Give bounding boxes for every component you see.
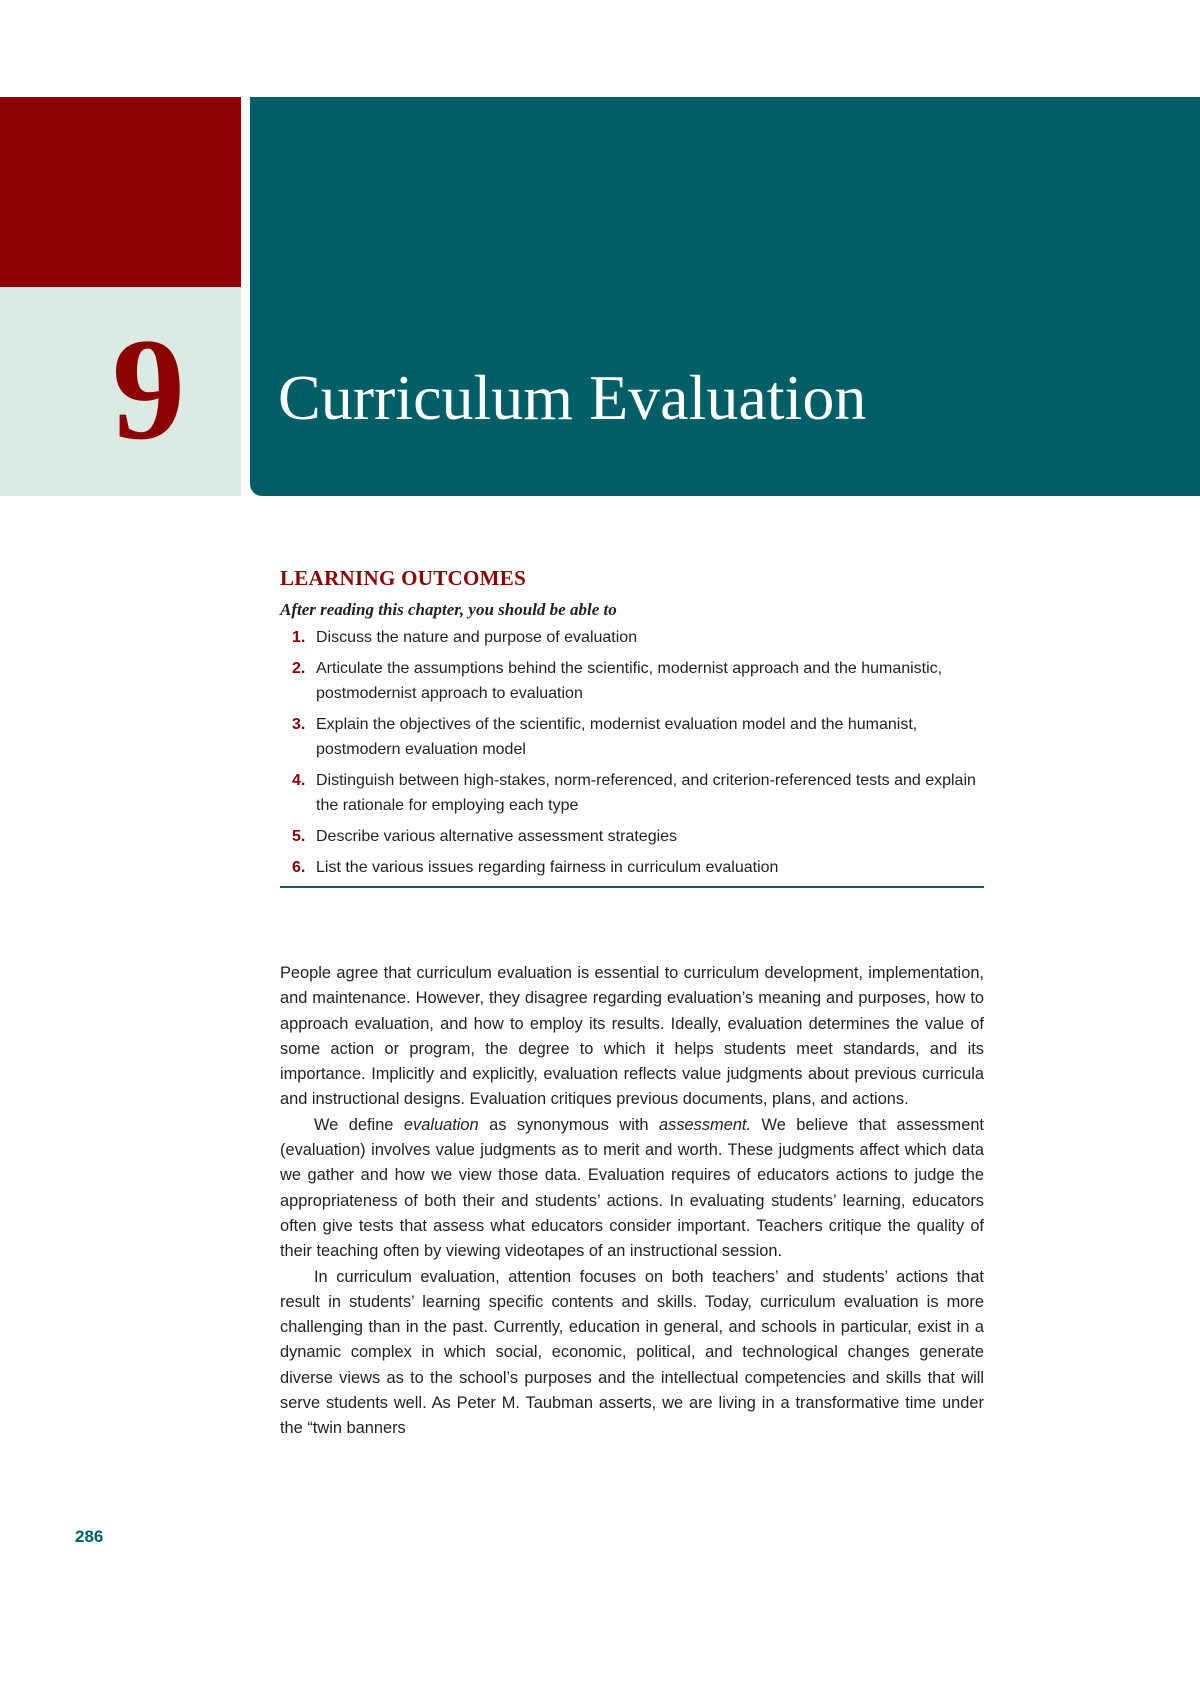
outcome-text: Discuss the nature and purpose of evaluation bbox=[316, 629, 638, 646]
chapter-banner-teal-block bbox=[250, 97, 1200, 496]
outcome-number: 4. bbox=[292, 772, 306, 789]
body-text-run: We believe that assessment (evaluation) involves value judgments as to merit and worth. These judgments affect which data we gather and how we view those data. Evaluation requires of educators actions to judge the appropriateness of both their and students’ actions. In evaluating students’ learning, educators often give tests that assess what educators consider important. Teachers critique the quality of their teaching often by viewing videotapes of an instructional session. bbox=[280, 1115, 984, 1261]
outcome-number: 3. bbox=[292, 716, 306, 733]
body-text-run: We define bbox=[314, 1115, 404, 1134]
emphasized-term: evaluation bbox=[403, 1115, 479, 1134]
body-paragraph bbox=[280, 1113, 984, 1265]
emphasized-term: assessment. bbox=[659, 1115, 752, 1134]
learning-outcomes-rule bbox=[280, 886, 984, 888]
chapter-title: Curriculum Evaluation bbox=[278, 362, 867, 433]
learning-outcomes-heading: LEARNING OUTCOMES bbox=[280, 566, 527, 590]
body-paragraph: In curriculum evaluation, attention focuses on both teachers’ and students’ actions that result in students’ learning specific contents and skills. Today, curriculum evaluation is more challenging than in the past. Currently, education in general, and schools in particular, exist in a dynamic complex in which social, economic, political, and technological changes generate diverse views as to the school’s purposes and the intellectual competencies and skills that will serve students well. As Peter M. Taubman asserts, we are living in a transformative time under the “twin banners bbox=[280, 1267, 984, 1438]
learning-outcomes-box bbox=[280, 565, 984, 888]
outcome-text: Explain the objectives of the scientific, modernist evaluation model and the humanist, postmodern evaluation model bbox=[316, 716, 918, 758]
body-text-run: as synonymous with bbox=[478, 1115, 660, 1134]
learning-outcome-item bbox=[280, 712, 984, 762]
learning-outcome-item bbox=[280, 768, 984, 818]
chapter-number: 9 bbox=[112, 308, 185, 470]
learning-outcome-item bbox=[280, 824, 984, 849]
page-number: 286 bbox=[75, 1527, 104, 1546]
outcome-number: 5. bbox=[292, 828, 306, 845]
outcome-text: Describe various alternative assessment strategies bbox=[316, 828, 678, 845]
outcome-text: Distinguish between high-stakes, norm-referenced, and criterion-referenced tests and explain the rationale for employing each type bbox=[316, 772, 976, 814]
outcome-number: 2. bbox=[292, 660, 306, 677]
outcome-text: List the various issues regarding fairness in curriculum evaluation bbox=[316, 859, 779, 876]
learning-outcomes-list bbox=[280, 625, 984, 880]
outcome-number: 6. bbox=[292, 859, 306, 876]
learning-outcome-item bbox=[280, 656, 984, 706]
body-paragraph: People agree that curriculum evaluation is essential to curriculum development, implementation, and maintenance. However, they disagree regarding evaluation’s meaning and purposes, how to approach evaluation, and how to employ its results. Ideally, evaluation determines the value of some action or program, the degree to which it helps students meet standards, and its importance. Implicitly and explicitly, evaluation reflects value judgments about previous curricula and instructional designs. Evaluation critiques previous documents, plans, and actions. bbox=[280, 964, 984, 1109]
outcome-text: Articulate the assumptions behind the scientific, modernist approach and the humanistic, postmodernist approach to evaluation bbox=[316, 660, 943, 702]
learning-outcome-item bbox=[280, 625, 984, 650]
learning-outcome-item bbox=[280, 855, 984, 880]
chapter-banner-red-block bbox=[0, 97, 241, 287]
outcome-number: 1. bbox=[292, 629, 306, 646]
chapter-body-text bbox=[280, 961, 984, 1442]
learning-outcomes-intro: After reading this chapter, you should be able to bbox=[280, 600, 617, 619]
